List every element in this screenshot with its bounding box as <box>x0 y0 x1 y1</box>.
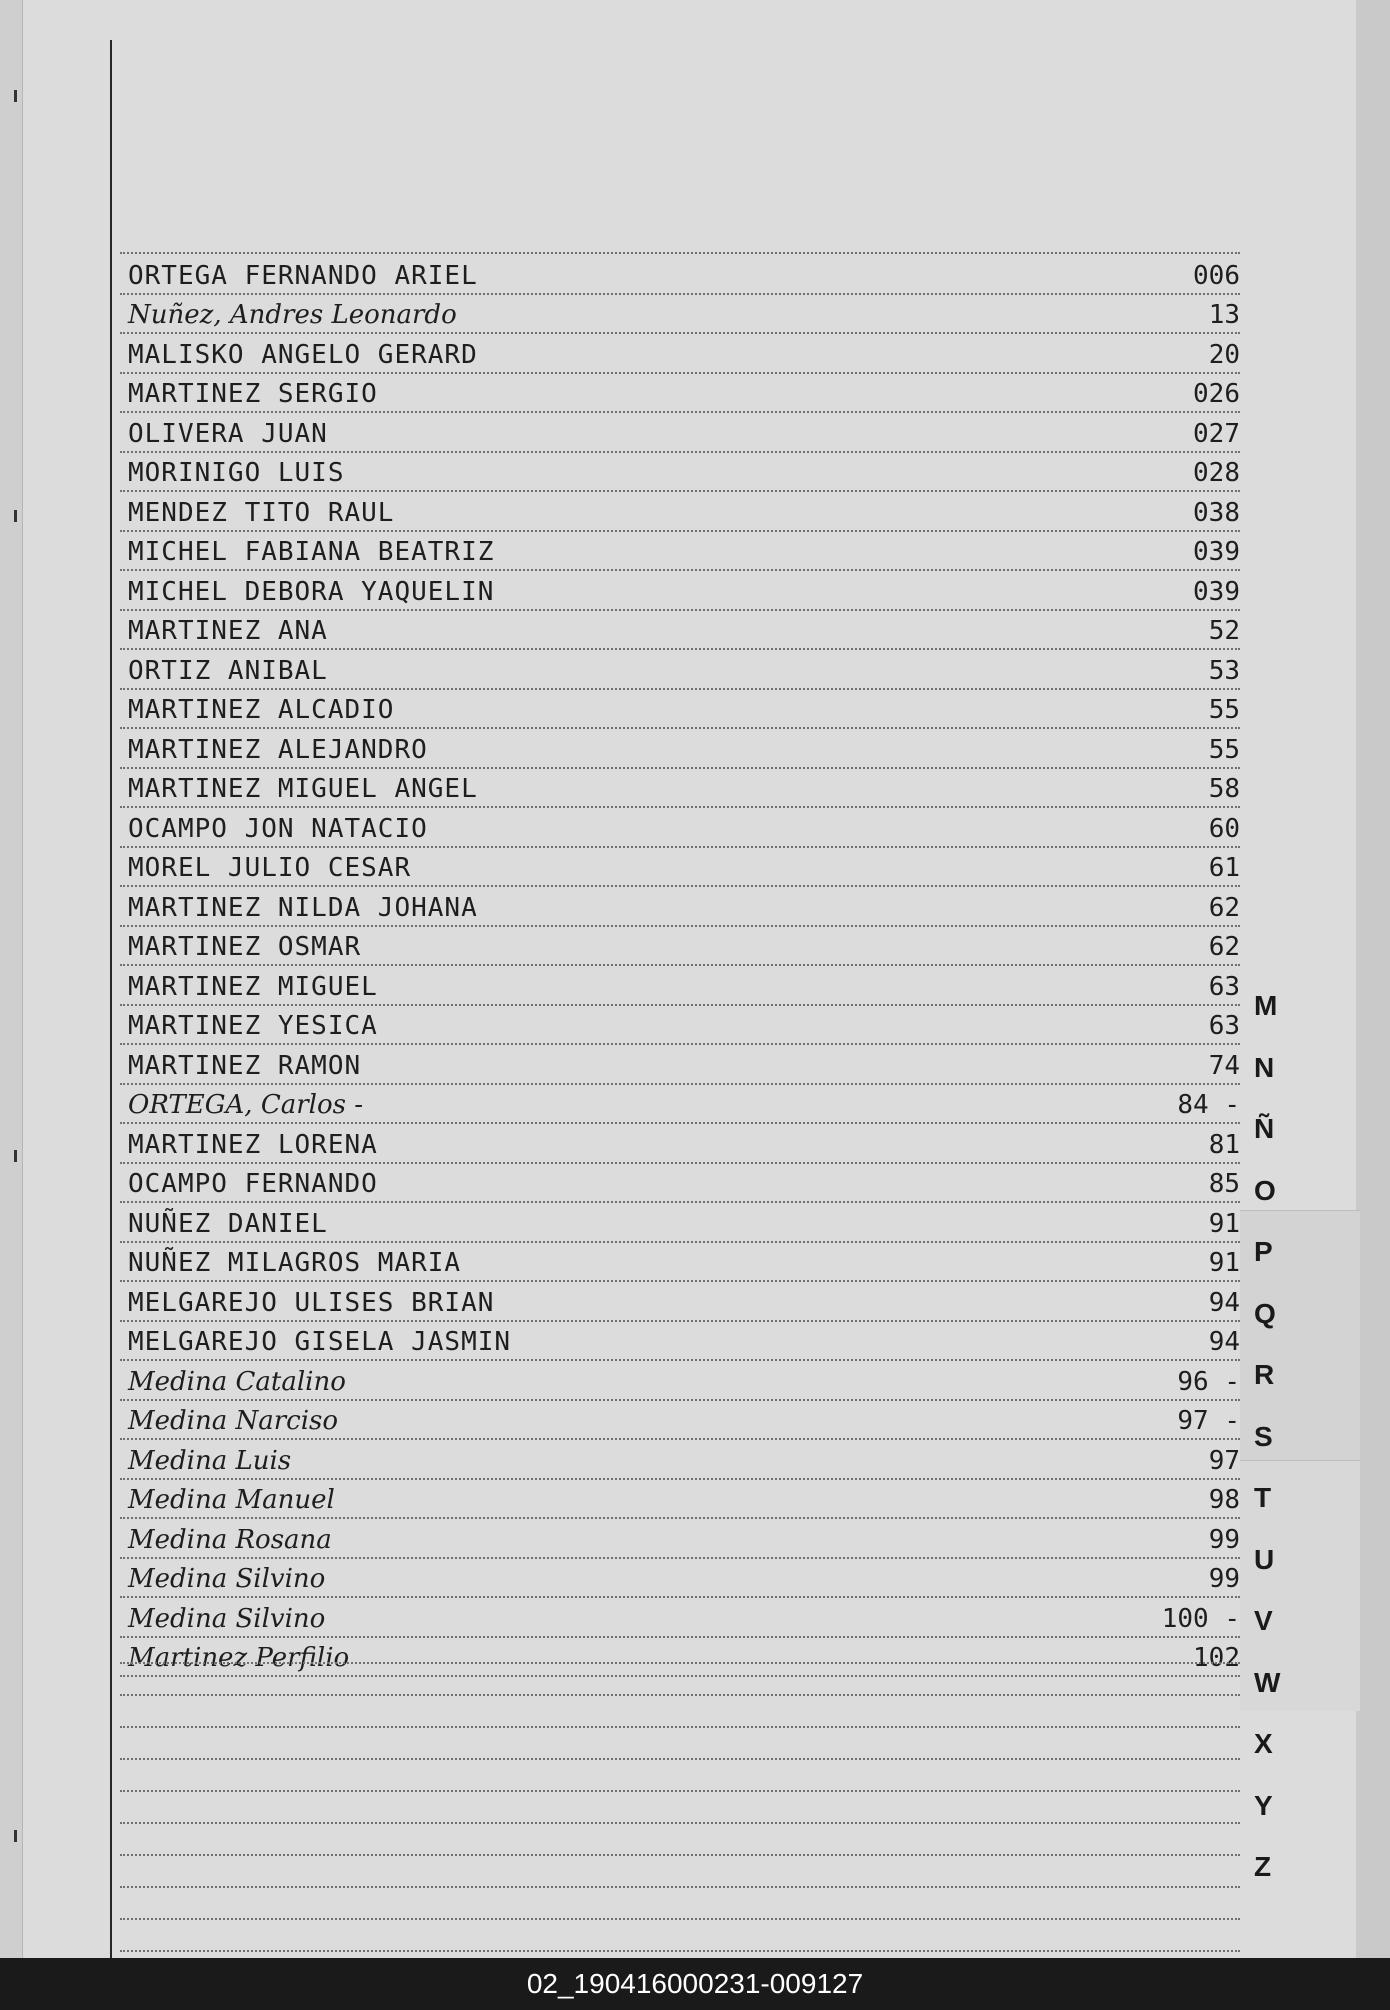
entry-row <box>120 927 1240 967</box>
index-tab[interactable]: Ñ <box>1254 1113 1275 1144</box>
entry-name: OLIVERA JUAN <box>128 418 328 449</box>
entry-number: 61 <box>1208 853 1240 883</box>
index-tab[interactable]: N <box>1254 1051 1275 1083</box>
entry-number: 038 <box>1193 497 1240 528</box>
entry-row <box>120 1440 1240 1480</box>
index-tab[interactable]: Q <box>1254 1297 1276 1329</box>
entry-name: MARTINEZ SERGIO <box>128 379 378 409</box>
entry-name: Medina Silvino <box>128 1564 326 1594</box>
entry-number: 13 <box>1208 300 1240 330</box>
entry-name: Medina Manuel <box>128 1485 335 1515</box>
entry-number: 55 <box>1208 734 1240 765</box>
entry-name: Medina Rosana <box>128 1524 332 1555</box>
entry-number: 85 <box>1208 1169 1240 1199</box>
index-tab[interactable]: R <box>1254 1359 1275 1390</box>
entry-number: 60 <box>1208 813 1240 844</box>
entry-row <box>120 848 1240 888</box>
entry-row <box>120 966 1240 1006</box>
binding-mark <box>14 1830 17 1842</box>
entry-name: Medina Narciso <box>128 1406 339 1436</box>
ruled-line <box>120 1824 1240 1856</box>
entry-name: Nuñez, Andres Leonardo <box>128 300 457 330</box>
entry-number: 102 <box>1193 1643 1240 1673</box>
ruled-line <box>120 1696 1240 1728</box>
page-edge <box>1356 0 1390 1958</box>
entry-row <box>120 571 1240 611</box>
entry-name: MICHEL FABIANA BEATRIZ <box>128 537 495 567</box>
entry-number: 53 <box>1208 655 1240 686</box>
entry-name: MARTINEZ ALCADIO <box>128 695 395 725</box>
entry-row <box>120 334 1240 374</box>
entry-name: MICHEL DEBORA YAQUELIN <box>128 576 495 607</box>
entry-number: 81 <box>1208 1129 1240 1160</box>
entry-row <box>120 1401 1240 1441</box>
entry-name: MOREL JULIO CESAR <box>128 853 412 883</box>
entry-number: 74 <box>1208 1050 1240 1081</box>
entry-row <box>120 532 1240 572</box>
scan-id-label: 02_190416000231-009127 <box>526 1968 864 1999</box>
entry-number: 97 <box>1208 1445 1240 1476</box>
index-tab[interactable]: X <box>1254 1728 1273 1759</box>
entry-name: MELGAREJO ULISES BRIAN <box>128 1287 495 1318</box>
entry-number: 63 <box>1208 1011 1240 1041</box>
margin-line <box>110 40 112 1958</box>
ruled-line <box>120 1792 1240 1824</box>
entry-number: 100 - <box>1161 1603 1240 1634</box>
entry-row <box>120 1559 1240 1599</box>
entry-name: NUÑEZ DANIEL <box>128 1208 328 1239</box>
entry-number: 006 <box>1193 260 1240 291</box>
index-tab[interactable]: Y <box>1254 1789 1273 1821</box>
entry-name: OCAMPO FERNANDO <box>128 1169 378 1199</box>
entry-row <box>120 1085 1240 1125</box>
entry-row <box>120 690 1240 730</box>
entry-name: OCAMPO JON NATACIO <box>128 813 428 844</box>
entry-name: MARTINEZ ANA <box>128 616 328 646</box>
entry-name: MARTINEZ MIGUEL <box>128 971 378 1002</box>
index-tab[interactable]: V <box>1254 1605 1273 1636</box>
entry-row <box>120 1282 1240 1322</box>
entry-number: 97 - <box>1177 1406 1240 1436</box>
index-tab[interactable]: W <box>1254 1666 1281 1698</box>
entry-number: 62 <box>1208 932 1240 962</box>
entry-number: 94 <box>1208 1327 1240 1357</box>
entry-row <box>120 1519 1240 1559</box>
entry-number: 99 <box>1208 1524 1240 1555</box>
index-tab[interactable]: U <box>1254 1543 1275 1575</box>
entry-number: 62 <box>1208 892 1240 923</box>
entry-row <box>120 1164 1240 1204</box>
alphabet-index-tabs <box>1236 975 1356 1898</box>
entry-number: 98 <box>1208 1485 1240 1515</box>
index-tab[interactable]: S <box>1254 1420 1273 1452</box>
entry-number: 91 <box>1208 1208 1240 1239</box>
entry-number: 84 - <box>1177 1090 1240 1120</box>
entry-name: Martinez Perfilio <box>128 1643 350 1673</box>
entry-number: 039 <box>1193 537 1240 567</box>
entry-row <box>120 492 1240 532</box>
binding-mark <box>14 1150 17 1162</box>
blank-ruled-lines <box>120 1632 1240 1952</box>
binding-mark <box>14 90 17 102</box>
entry-name: Medina Luis <box>128 1445 292 1476</box>
entry-name: ORTEGA, Carlos - <box>128 1090 364 1120</box>
index-tab[interactable]: M <box>1254 990 1278 1021</box>
entry-number: 026 <box>1193 379 1240 409</box>
index-tab[interactable]: O <box>1254 1174 1276 1206</box>
entry-name: Medina Catalino <box>128 1366 346 1397</box>
binding-mark <box>14 510 17 522</box>
scan-footer <box>0 1958 1390 2010</box>
entry-number: 028 <box>1193 458 1240 488</box>
entry-name: MARTINEZ RAMON <box>128 1050 362 1081</box>
ruled-line <box>120 1664 1240 1696</box>
entry-name: MENDEZ TITO RAUL <box>128 497 395 528</box>
entry-number: 63 <box>1208 971 1240 1002</box>
ruled-line <box>120 1888 1240 1920</box>
entry-number: 94 <box>1208 1287 1240 1318</box>
entry-row <box>120 729 1240 769</box>
entry-number: 20 <box>1208 339 1240 370</box>
entry-number: 039 <box>1193 576 1240 607</box>
index-tab[interactable]: T <box>1254 1482 1272 1513</box>
entry-row <box>120 1322 1240 1362</box>
entry-row <box>120 453 1240 493</box>
ruled-line <box>120 1728 1240 1760</box>
entry-name: MORINIGO LUIS <box>128 458 345 488</box>
entry-row <box>120 1124 1240 1164</box>
entry-row <box>120 1006 1240 1046</box>
entry-row <box>120 808 1240 848</box>
entry-number: 91 <box>1208 1248 1240 1278</box>
entries-list <box>120 255 1240 1677</box>
entry-name: MARTINEZ OSMAR <box>128 932 362 962</box>
entry-number: 99 <box>1208 1564 1240 1594</box>
page-binding-strip <box>0 0 23 1958</box>
entry-number: 55 <box>1208 695 1240 725</box>
ruled-line <box>120 1760 1240 1792</box>
entry-row <box>120 374 1240 414</box>
entry-row <box>120 650 1240 690</box>
entry-row <box>120 255 1240 295</box>
entry-number: 96 - <box>1177 1366 1240 1397</box>
entry-name: MARTINEZ ALEJANDRO <box>128 734 428 765</box>
entry-row <box>120 1045 1240 1085</box>
entry-row <box>120 887 1240 927</box>
entry-name: Medina Silvino <box>128 1603 326 1634</box>
entry-number: 58 <box>1208 774 1240 804</box>
entry-row <box>120 295 1240 335</box>
entry-row <box>120 611 1240 651</box>
entry-name: MARTINEZ NILDA JOHANA <box>128 892 478 923</box>
ruled-line <box>120 1632 1240 1664</box>
entry-name: MARTINEZ MIGUEL ANGEL <box>128 774 478 804</box>
entry-name: ORTEGA FERNANDO ARIEL <box>128 260 478 291</box>
index-tab[interactable]: P <box>1254 1236 1273 1267</box>
entry-name: NUÑEZ MILAGROS MARIA <box>128 1248 462 1278</box>
top-dotted-rule <box>120 252 1240 254</box>
entry-name: MARTINEZ YESICA <box>128 1011 378 1041</box>
entry-row <box>120 413 1240 453</box>
ruled-line <box>120 1920 1240 1952</box>
index-tab[interactable]: Z <box>1254 1851 1272 1882</box>
entry-name: ORTIZ ANIBAL <box>128 655 328 686</box>
entry-number: 027 <box>1193 418 1240 449</box>
entry-name: MELGAREJO GISELA JASMIN <box>128 1327 512 1357</box>
entry-row <box>120 1480 1240 1520</box>
entry-name: MALISKO ANGELO GERARD <box>128 339 478 370</box>
entry-number: 52 <box>1208 616 1240 646</box>
entry-row <box>120 1203 1240 1243</box>
entry-name: MARTINEZ LORENA <box>128 1129 378 1160</box>
entry-row <box>120 1361 1240 1401</box>
entry-row <box>120 769 1240 809</box>
ruled-line <box>120 1856 1240 1888</box>
entry-row <box>120 1243 1240 1283</box>
